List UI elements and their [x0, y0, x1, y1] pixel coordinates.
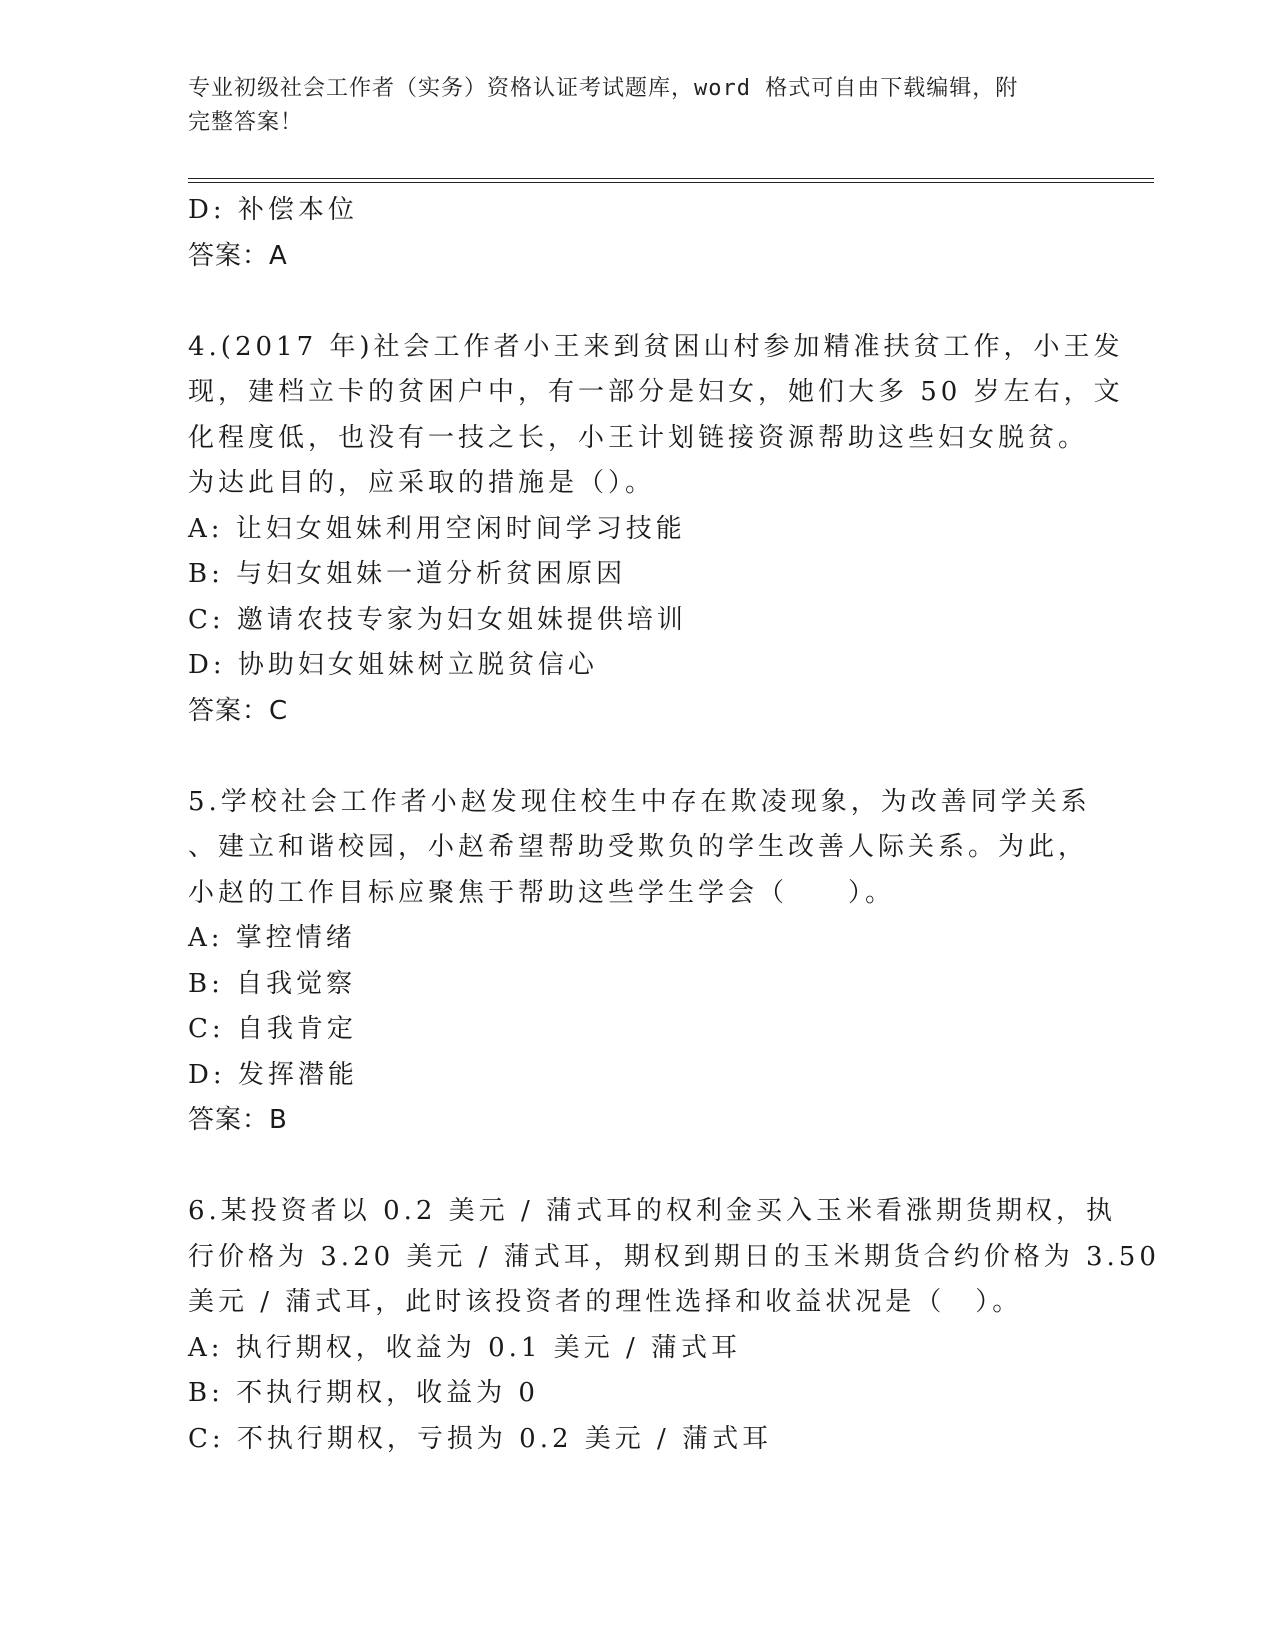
question-5 — [188, 780, 1148, 1144]
q4-option-a: A: 让妇女姐妹利用空闲时间学习技能 — [188, 513, 686, 544]
q3-option-d: D: 补偿本位 — [188, 195, 358, 225]
q4-stem-line: 现，建档立卡的贫困户中，有一部分是妇女，她们大多 50 岁左右，文 — [188, 377, 1124, 407]
q4-stem-line: 化程度低，也没有一技之长，小王计划链接资源帮助这些妇女脱贫。 — [188, 422, 1089, 453]
q4-stem-line: 4.(2017 年)社会工作者小王来到贫困山村参加精准扶贫工作，小王发 — [188, 331, 1124, 362]
q4-option-d: D: 协助妇女姐妹树立脱贫信心 — [188, 650, 598, 680]
q4-option-b: B: 与妇女姐妹一道分析贫困原因 — [188, 559, 627, 589]
q5-stem-line: 、建立和谐校园，小赵希望帮助受欺负的学生改善人际关系。为此， — [188, 832, 1089, 862]
q6-option-b: B: 不执行期权，收益为 0 — [188, 1378, 539, 1408]
q5-option-c: C: 自我肯定 — [188, 1014, 357, 1044]
header-line-2: 完整答案！ — [188, 110, 304, 135]
q5-option-a: A: 掌控情绪 — [188, 923, 356, 953]
q4-answer: 答案：C — [188, 695, 289, 726]
spacer — [188, 279, 1148, 325]
q3-answer: 答案：A — [188, 240, 288, 271]
q6-option-a: A: 执行期权，收益为 0.1 美元 / 蒲式耳 — [188, 1332, 741, 1363]
header-divider — [188, 178, 1154, 183]
spacer — [188, 1144, 1148, 1190]
header-line-1: 专业初级社会工作者（实务）资格认证考试题库，word 格式可自由下载编辑，附 — [188, 76, 1019, 101]
q6-option-c: C: 不执行期权，亏损为 0.2 美元 / 蒲式耳 — [188, 1423, 773, 1454]
q5-option-d: D: 发挥潜能 — [188, 1059, 358, 1090]
q6-stem-line: 行价格为 3.20 美元 / 蒲式耳，期权到期日的玉米期货合约价格为 3.50 — [188, 1241, 1160, 1272]
q5-answer: 答案：B — [188, 1105, 288, 1135]
q4-stem-line: 为达此目的，应采取的措施是（）。 — [188, 468, 656, 498]
question-3-tail — [188, 188, 1148, 279]
q6-stem-line: 美元 / 蒲式耳，此时该投资者的理性选择和收益状况是（ ）。 — [188, 1287, 1023, 1317]
q5-stem-line: 5.学校社会工作者小赵发现住校生中存在欺凌现象，为改善同学关系 — [188, 786, 1091, 817]
spacer — [188, 734, 1148, 780]
document-header — [188, 72, 1088, 140]
question-content — [188, 188, 1160, 1462]
q5-stem-line: 小赵的工作目标应聚焦于帮助这些学生学会（ ）。 — [188, 877, 896, 908]
q4-option-c: C: 邀请农技专家为妇女姐妹提供培训 — [188, 604, 687, 635]
question-6 — [188, 1189, 1160, 1462]
q5-option-b: B: 自我觉察 — [188, 968, 357, 999]
q6-stem-line: 6.某投资者以 0.2 美元 / 蒲式耳的权利金买入玉米看涨期货期权，执 — [188, 1196, 1116, 1226]
question-4 — [188, 325, 1148, 735]
